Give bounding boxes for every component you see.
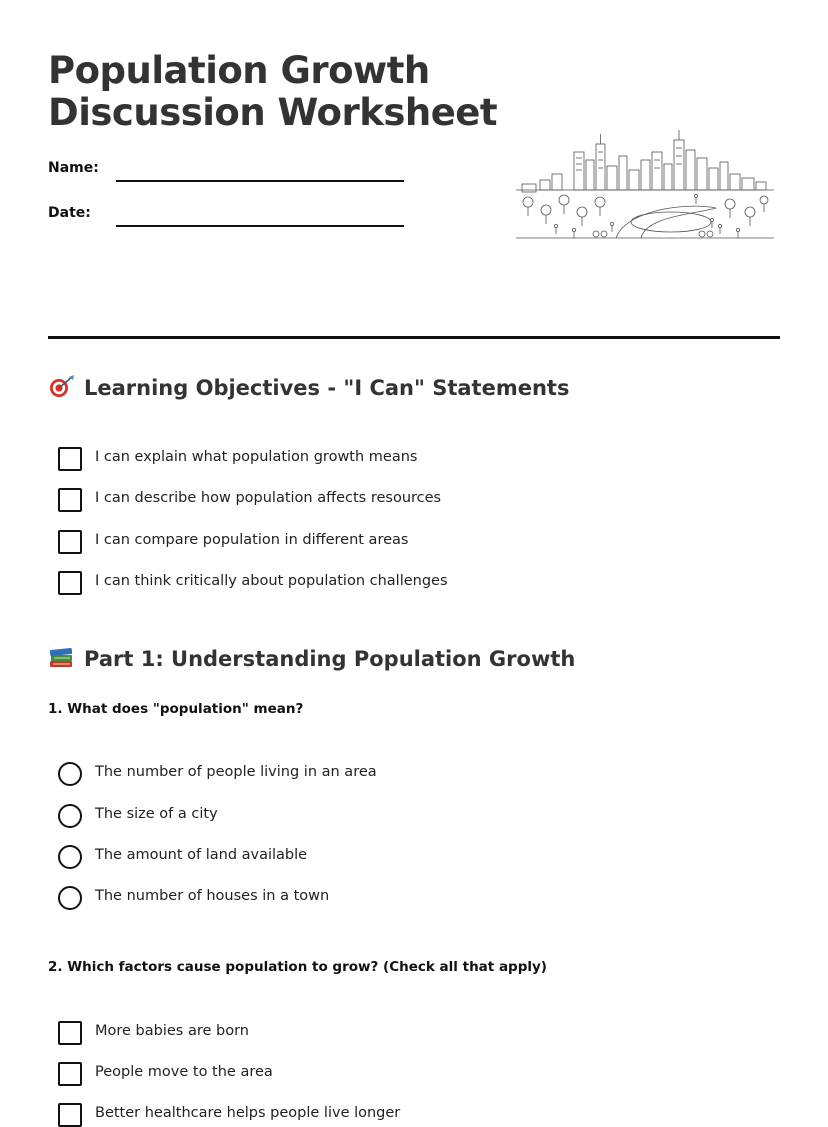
part1-heading bbox=[48, 645, 575, 673]
option-label: The number of houses in a town bbox=[95, 888, 330, 904]
name-label: Name: bbox=[48, 160, 99, 176]
checkbox[interactable] bbox=[58, 1021, 82, 1045]
city-skyline-illustration bbox=[516, 130, 774, 240]
q2-option-3[interactable] bbox=[58, 1103, 658, 1127]
checkbox[interactable] bbox=[58, 1062, 82, 1086]
objective-checkbox-2[interactable] bbox=[58, 488, 658, 512]
radio-button[interactable] bbox=[58, 886, 82, 910]
objective-label: I can compare population in different areas bbox=[95, 532, 409, 548]
option-label: The size of a city bbox=[95, 806, 218, 822]
radio-button[interactable] bbox=[58, 804, 82, 828]
q2-option-1[interactable] bbox=[58, 1021, 658, 1045]
section-divider bbox=[48, 336, 780, 339]
date-label: Date: bbox=[48, 205, 91, 221]
q1-option-1[interactable] bbox=[58, 762, 658, 786]
question-1: 1. What does "population" mean? bbox=[48, 701, 304, 717]
objective-label: I can think critically about population challenges bbox=[95, 573, 448, 589]
q1-option-4[interactable] bbox=[58, 886, 658, 910]
part1-heading-text: Part 1: Understanding Population Growth bbox=[84, 647, 576, 671]
objective-checkbox-4[interactable] bbox=[58, 571, 658, 595]
option-label: The amount of land available bbox=[95, 847, 308, 863]
option-label: More babies are born bbox=[95, 1023, 249, 1039]
objective-label: I can describe how population affects resources bbox=[95, 490, 442, 506]
objective-checkbox-1[interactable] bbox=[58, 447, 658, 471]
radio-button[interactable] bbox=[58, 845, 82, 869]
title-line-1: Population Growth bbox=[48, 49, 430, 92]
checkbox[interactable] bbox=[58, 447, 82, 471]
date-field[interactable] bbox=[48, 205, 408, 235]
name-blank-line[interactable] bbox=[116, 180, 404, 182]
option-label: Better healthcare helps people live longer bbox=[95, 1105, 401, 1121]
checkbox[interactable] bbox=[58, 571, 82, 595]
objectives-heading bbox=[48, 374, 569, 402]
name-field[interactable] bbox=[48, 160, 408, 190]
title-line-2: Discussion Worksheet bbox=[48, 91, 498, 134]
q2-option-2[interactable] bbox=[58, 1062, 658, 1086]
q1-option-3[interactable] bbox=[58, 845, 658, 869]
books-icon bbox=[48, 645, 76, 669]
question-2: 2. Which factors cause population to grow? (Check all that apply) bbox=[48, 959, 547, 975]
checkbox[interactable] bbox=[58, 530, 82, 554]
q1-option-2[interactable] bbox=[58, 804, 658, 828]
radio-button[interactable] bbox=[58, 762, 82, 786]
checkbox[interactable] bbox=[58, 1103, 82, 1127]
date-blank-line[interactable] bbox=[116, 225, 404, 227]
checkbox[interactable] bbox=[58, 488, 82, 512]
objective-label: I can explain what population growth means bbox=[95, 449, 418, 465]
target-icon bbox=[48, 374, 76, 398]
option-label: The number of people living in an area bbox=[95, 764, 377, 780]
objectives-heading-text: Learning Objectives - "I Can" Statements bbox=[84, 376, 570, 400]
objective-checkbox-3[interactable] bbox=[58, 530, 658, 554]
page-title bbox=[48, 50, 497, 134]
option-label: People move to the area bbox=[95, 1064, 273, 1080]
